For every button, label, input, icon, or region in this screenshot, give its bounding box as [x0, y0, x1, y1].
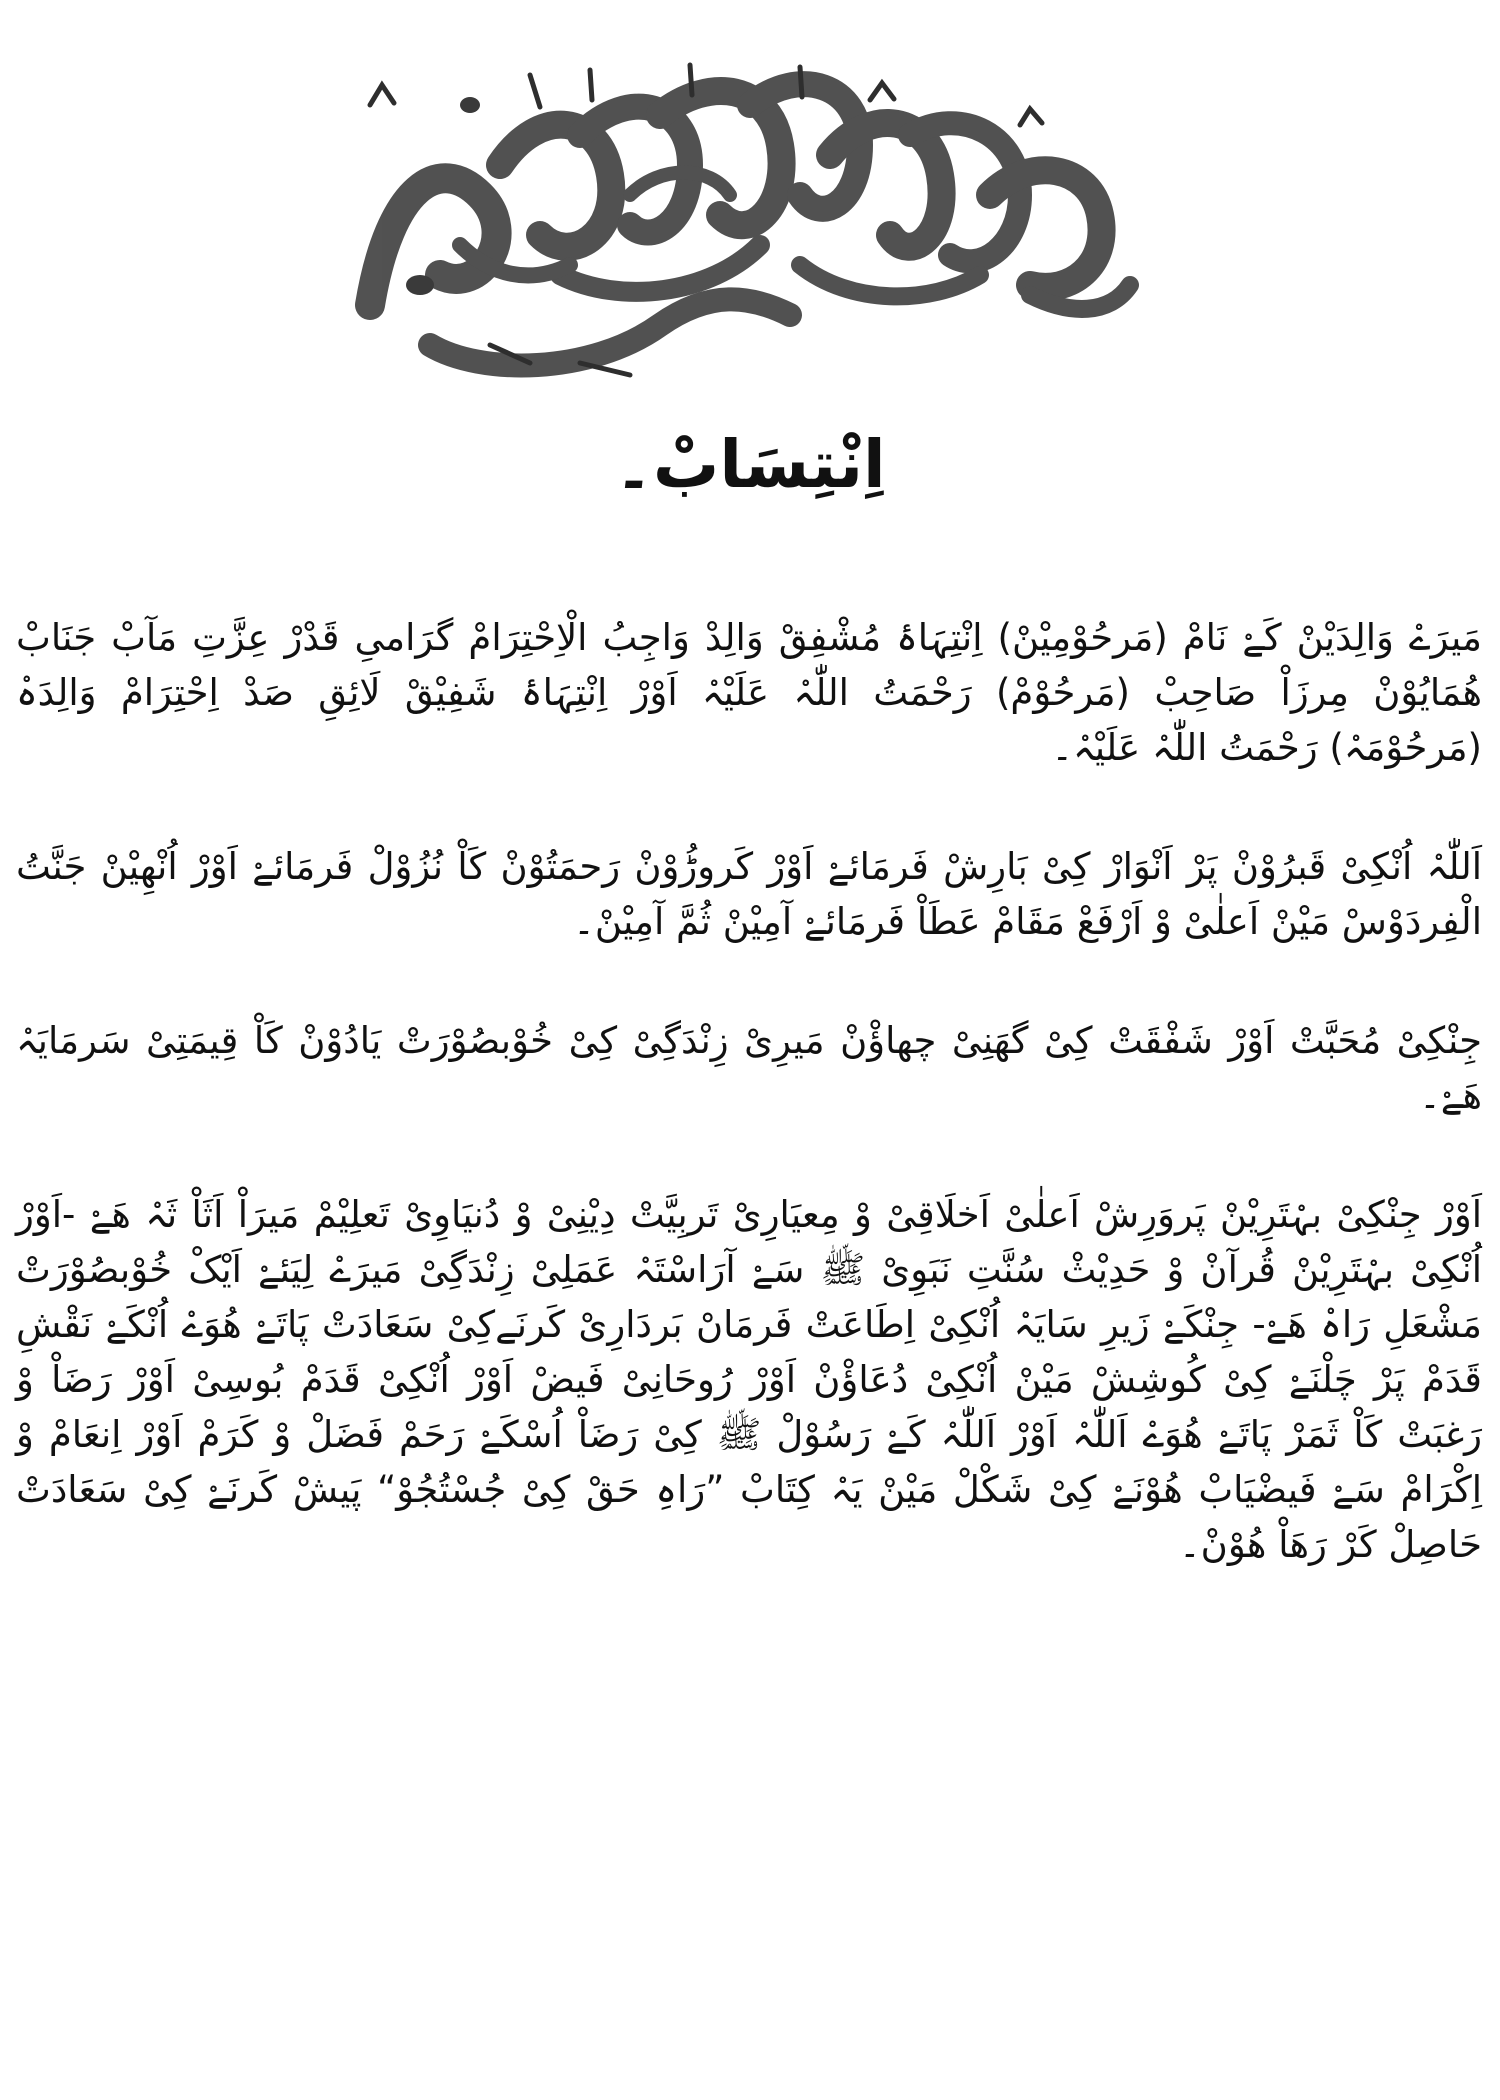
page-title: اِنْتِسَابْ۔ — [614, 426, 886, 503]
paragraph-4: اَوْرْ جِنْکِیْ بہْتَرِیْنْ پَروَرِشْ اَعلٰیْ اَخلَاقِیْ وْ مِعیَارِیْ تَربِیَّتْ دِیْنِیْ وْ دُنیَاوِیْ تَعلِیْمْ مَیرَاْ اَثَاْ ثَہْ ھَےْ -اَوْرْ اُنْکِیْ بہْتَرِیْنْ قُرآنْ وْ حَدِیْثْ سُنَّتِ نَبَوِیْ ﷺ سَےْ آرَاسْتَہْ عَمَلِیْ زِنْدَگِیْ مَیرَےْ لِیَئےْ اَیْکْ خُوْبصُوْرَتْ مَشْعَلِ رَاہْ ھَےْ- جِنْکَےْ زَیرِ سَایَہْ اُنْکِیْ اِطَاعَتْ فَرمَاںْ بَردَارِیْ کَرنَےکِیْ سَعَادَتْ پَاتَےْ ھُوَےْ اُنْکَےْ نَقْشِ قَدَمْ پَرْ چَلْنَےْ کِیْ کُوشِشْ مَیْنْ اُنْکِیْ دُعَاؤْنْ اَوْرْ رُوحَانِیْ فَیضْ اَوْرْ اُنْکِیْ قَدَمْ بُوسِیْ اَوْرْ رَضَاْ وْ رَغبَتْ کَاْ ثَمَرْ پَاتَےْ ھُوَےْ اَللّٰہْ اَوْرْ اَللّٰہْ کَےْ رَسُوْلْ ﷺ کِیْ رَضَاْ اُسْکَےْ رَحَمْ فَضَلْ وْ کَرَمْ اَوْرْ اِنعَامْ وْ اِکْرَامْ سَےْ فَیضْیَابْ ھُوْنَےْ کِیْ شَکْلْ مَیْنْ یَہْ کِتَابْ ”رَاہِ حَقْ کِیْ جُسْتُجُوْ“ پَیشْ کَرنَےْ کِیْ سَعَادَتْ حَاصِلْ کَرْ رَھَاْ ھُوْنْ۔ — [16, 1193, 1482, 1566]
bismillah-text — [330, 165, 1170, 228]
paragraph-2: اَللّٰہْ اُنْکِیْ قَبرُوْنْ پَرْ اَنْوَارْ کِیْ بَارِشْ فَرمَائےْ اَوْرْ کَروڑُوْنْ رَحمَتُوْنْ کَاْ نُزُوْلْ فَرمَائےْ اَوْرْ اُنْھِیْنْ جَنَّتُ الْفِردَوْسْ مَیْنْ اَعلٰیْ وْ اَرْفَعْ مَقَامْ عَطَاْ فَرمَائےْ آمِیْنْ ثُمَّ آمِیْنْ۔ — [16, 845, 1482, 943]
paragraph-3: جِنْکِیْ مُحَبَّتْ اَوْرْ شَفْقَتْ کِیْ گھَنِیْ چھاؤْنْ مَیرِیْ زِنْدَگِیْ کِیْ خُوْبصُوْرَتْ یَادُوْنْ کَاْ قِیمَتِیْ سَرمَایَہْ ھَےْ۔ — [16, 1019, 1482, 1117]
bismillah-calligraphy — [330, 45, 1170, 390]
dedication-body — [16, 610, 1482, 1572]
paragraph-1: مَیرَےْ وَالِدَیْنْ کَےْ نَامْ (مَرحُوْمِیْنْ) اِنْتِہَاۂ مُشْفِقْ وَالِدْ وَاجِبُ الْاِحْتِرَامْ گرَامیِ قَدْرْ عِزَّتِ مَآبْ جَنَابْ ھُمَایُوْنْ مِرزَاْ صَاحِبْ (مَرحُوْمْ) رَحْمَتُ اللّٰہْ عَلَیْہْ اَوْرْ اِنْتِہَاۂ شَفِیْقْ لَائِقِ صَدْ اِحْتِرَامْ وَالِدَہْ (مَرحُوْمَہْ) رَحْمَتُ اللّٰہْ عَلَیْہْ۔ — [16, 616, 1482, 769]
